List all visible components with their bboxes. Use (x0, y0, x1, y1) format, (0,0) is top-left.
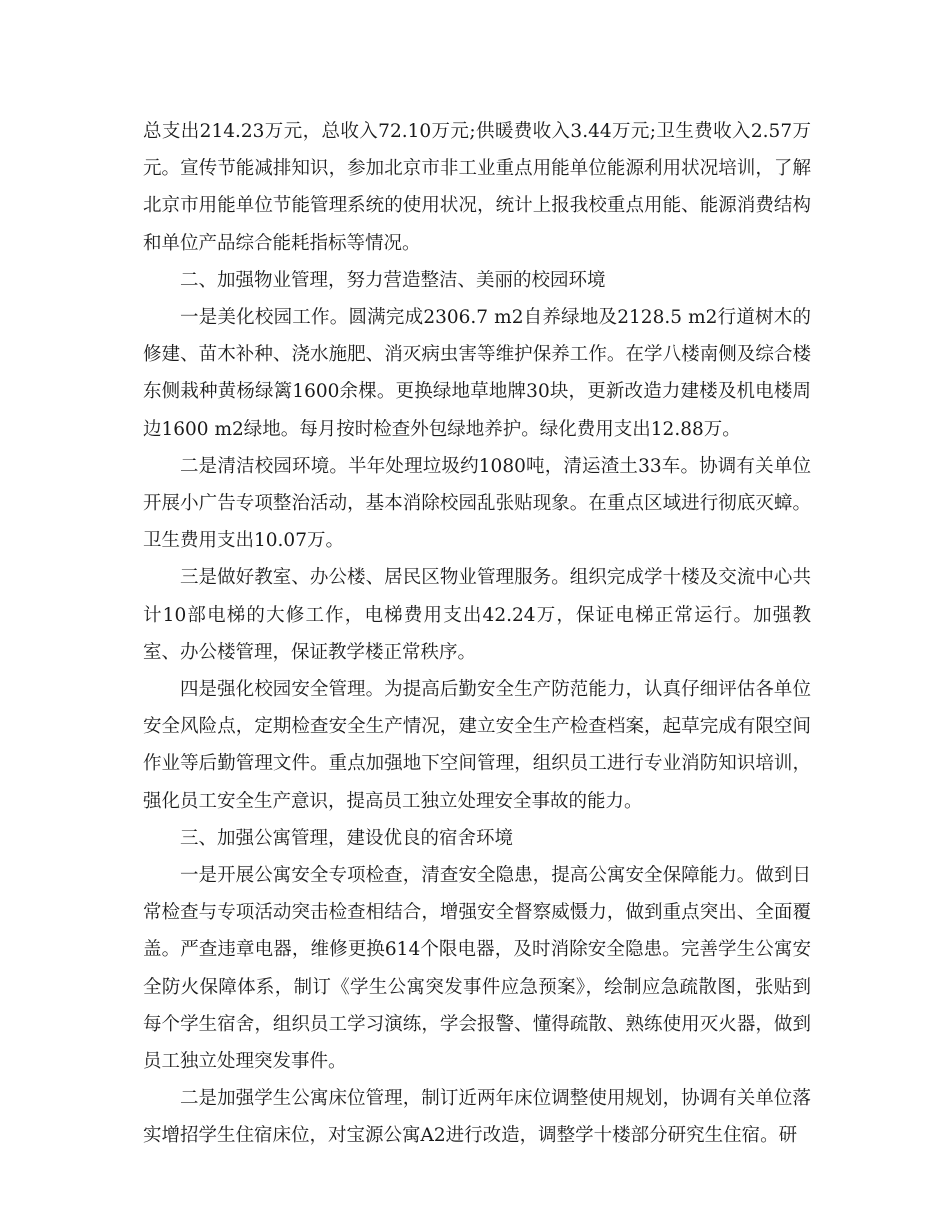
paragraph-safety-management: 四是强化校园安全管理。为提高后勤安全生产防范能力，认真仔细评估各单位安全风险点，定期检查安全生产情况，建立安全生产检查档案，起草完成有限空间作业等后勤管理文件。重点加强地下空间管理，组织员工进行专业消防知识培训，强化员工安全生产意识，提高员工独立处理安全事故的能力。 (143, 679, 811, 812)
section-heading-property-management: 二、加强物业管理，努力营造整洁、美丽的校园环境 (180, 269, 606, 291)
paragraph-apartment-safety: 一是开展公寓安全专项检查，清查安全隐患，提高公寓安全保障能力。做到日常检查与专项活动突击检查相结合，增强安全督察威慑力，做到重点突出、全面覆盖。严查违章电器，维修更换614个限电器，及时消除安全隐患。完善学生公寓安全防火保障体系，制订《学生公寓突发事件应急预案》，绘制应急疏散图，张贴到每个学生宿舍，组织员工学习演练，学会报警、懂得疏散、熟练使用灭火器，做到员工独立处理突发事件。 (143, 865, 811, 1073)
paragraph-budget-summary: 总支出214.23万元，总收入72.10万元;供暖费收入3.44万元;卫生费收入2.57万元。宣传节能减排知识，参加北京市非工业重点用能单位能源利用状况培训，了解北京市用能单位节能管理系统的使用状况，统计上报我校重点用能、能源消费结构和单位产品综合能耗指标等情况。 (143, 121, 811, 254)
paragraph-campus-cleaning: 二是清洁校园环境。半年处理垃圾约1080吨，清运渣土33车。协调有关单位开展小广告专项整治活动，基本消除校园乱张贴现象。在重点区域进行彻底灭蟑。卫生费用支出10.07万。 (143, 455, 811, 552)
paragraph-property-services: 三是做好教室、办公楼、居民区物业管理服务。组织完成学十楼及交流中心共计10部电梯的大修工作，电梯费用支出42.24万，保证电梯正常运行。加强教室、办公楼管理，保证教学楼正常秩序。 (143, 567, 811, 663)
paragraph-campus-greening: 一是美化校园工作。圆满完成2306.7 m2自养绿地及2128.5 m2行道树木的修建、苗木补种、浇水施肥、消灭病虫害等维护保养工作。在学八楼南侧及综合楼东侧栽种黄杨绿篱1600余棵。更换绿地草地牌30块，更新改造力建楼及机电楼周边1600 m2绿地。每月按时检查外包绿地养护。绿化费用支出12.88万。 (143, 307, 811, 440)
document-body (143, 113, 811, 1155)
paragraph-bed-management: 二是加强学生公寓床位管理，制订近两年床位调整使用规划，协调有关单位落实增招学生住宿床位，对宝源公寓A2进行改造，调整学十楼部分研究生住宿。研 (143, 1088, 811, 1147)
section-heading-apartment-management: 三、加强公寓管理，建设优良的宿舍环境 (180, 827, 514, 849)
